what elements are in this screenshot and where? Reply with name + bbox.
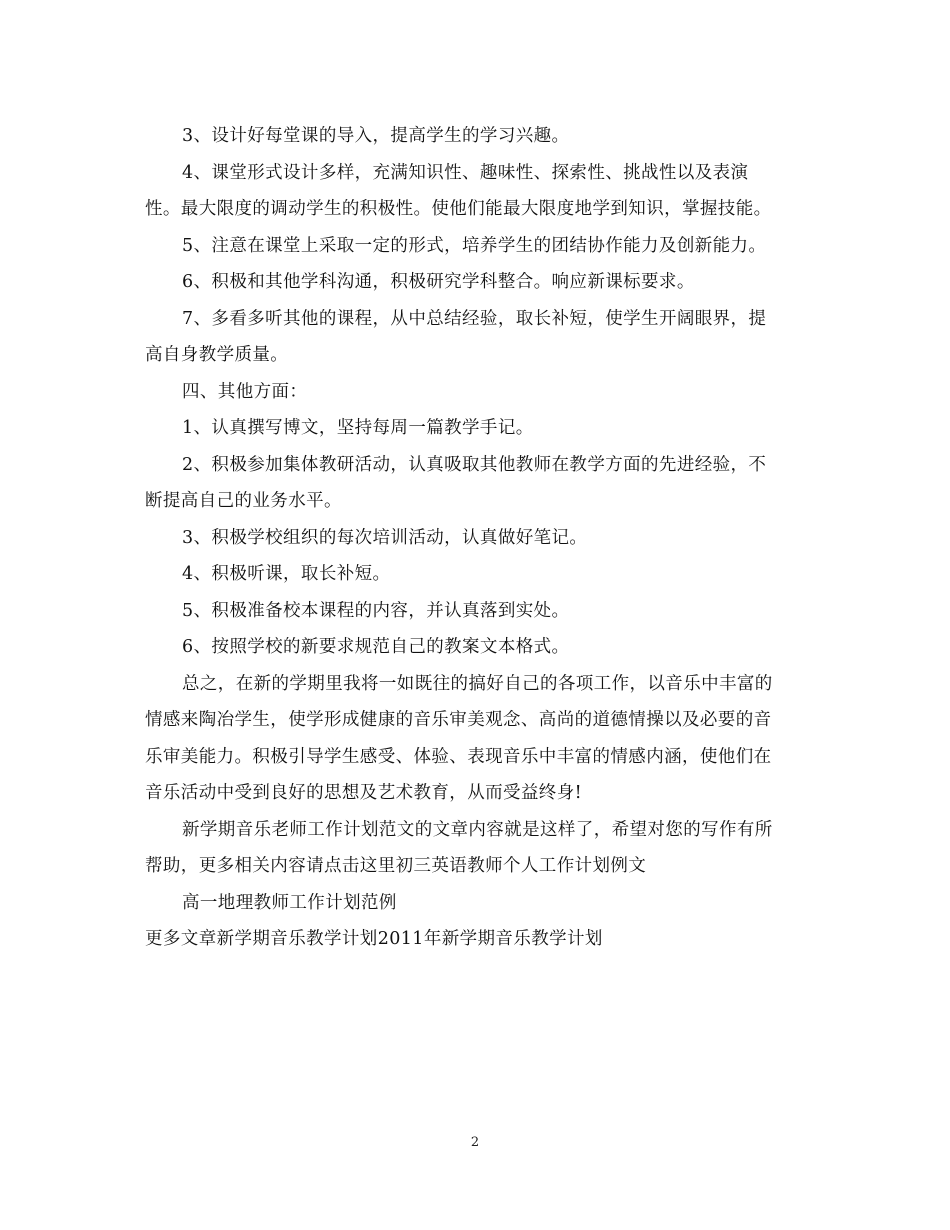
document-body: [145, 118, 805, 958]
list-item-observe-courses-cont: 高自身教学质量。: [145, 345, 289, 365]
summary-paragraph-line-1: 总之，在新的学期里我将一如既往的搞好自己的各项工作，以音乐中丰富的: [182, 673, 773, 694]
summary-paragraph-line-4: 音乐活动中受到良好的思想及艺术教育，从而受益终身!: [145, 783, 583, 803]
summary-paragraph-line-3: 乐审美能力。积极引导学生感受、体验、表现音乐中丰富的情感内涵，使他们在: [145, 746, 772, 767]
closing-paragraph-line-2: 帮助，更多相关内容请点击这里初三英语教师个人工作计划例文: [145, 856, 647, 876]
list-item-class-forms-cont: 性。最大限度的调动学生的积极性。使他们能最大限度地学到知识，掌握技能。: [145, 199, 772, 219]
related-article-line: 高一地理教师工作计划范例: [182, 892, 397, 913]
list-item-teamwork: 5、注意在课堂上采取一定的形式，培养学生的团结协作能力及创新能力。: [182, 235, 767, 256]
list-item-blog: 1、认真撰写博文，坚持每周一篇教学手记。: [182, 418, 534, 438]
list-item-integration: 6、积极和其他学科沟通，积极研究学科整合。响应新课标要求。: [182, 272, 695, 292]
list-item-lesson-plan: 6、按照学校的新要求规范自己的教案文本格式。: [182, 637, 570, 657]
section-heading-other: 四、其他方面：: [182, 381, 308, 402]
more-articles-line: 更多文章新学期音乐教学计划2011年新学期音乐教学计划: [145, 929, 603, 949]
summary-paragraph-line-2: 情感来陶冶学生，使学形成健康的音乐审美观念、高尚的道德情操以及必要的音: [145, 710, 772, 730]
list-item-observe-courses: 7、多看多听其他的课程，从中总结经验，取长补短，使学生开阔眼界，提: [182, 308, 767, 329]
list-item-training: 3、积极学校组织的每次培训活动，认真做好笔记。: [182, 527, 588, 548]
page-number: 2: [470, 1135, 480, 1150]
list-item-research: 2、积极参加集体教研活动，认真吸取其他教师在教学方面的先进经验，不: [182, 454, 767, 475]
closing-paragraph-line-1: 新学期音乐老师工作计划范文的文章内容就是这样了，希望对您的写作有所: [182, 819, 773, 840]
list-item-school-course: 5、积极准备校本课程的内容，并认真落到实处。: [182, 600, 570, 621]
list-item-class-forms: 4、课堂形式设计多样，充满知识性、趣味性、探索性、挑战性以及表演: [182, 162, 749, 183]
list-item-design-intro: 3、设计好每堂课的导入，提高学生的学习兴趣。: [182, 126, 570, 146]
list-item-listen: 4、积极听课，取长补短。: [182, 564, 391, 584]
list-item-research-cont: 断提高自己的业务水平。: [145, 491, 342, 511]
